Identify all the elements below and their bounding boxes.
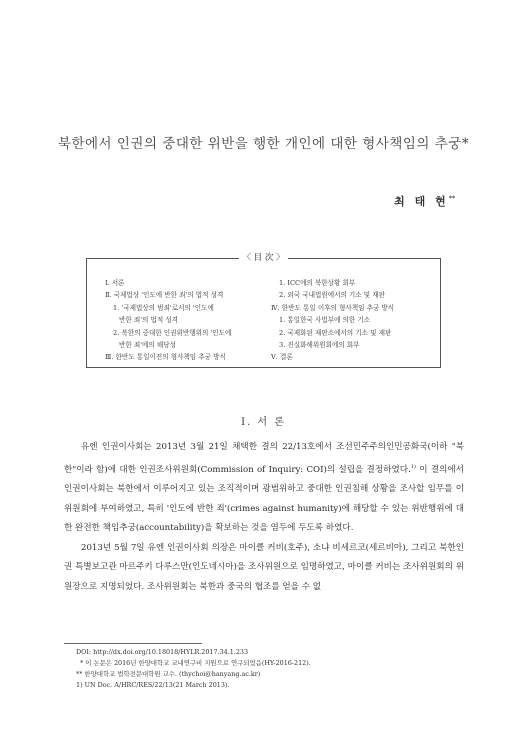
toc-heading: 〈 目 次 〉 [239, 253, 287, 263]
toc-entry: 3. 진실화해위원회에의 회부 [279, 341, 360, 350]
author-name: 최 태 현 [394, 195, 449, 208]
author-line [394, 193, 455, 209]
toc-entry: 2. 국제화된 재판소에서의 기소 및 재판 [279, 328, 392, 337]
footnote-divider [64, 643, 202, 644]
toc-right-column [271, 277, 436, 364]
body-text [64, 438, 464, 598]
toc-entry: 1. 통일한국 사법부에 의한 기소 [279, 316, 371, 325]
toc-entry: 1. '국제법상의 범죄'로서의 '인도에 [113, 303, 214, 312]
doi-line: DOI: http://dx.doi.org/10.18018/HYLR.2017.34.1.233 [76, 648, 249, 656]
paragraph: 2013년 5월 7일 유엔 인권이사회 의장은 마이클 커비(호주), 소냐 비세르코(세르비아), 그리고 북한인권 특별보고관 마르주키 다루스만(인도네시아)을 조사위원으로 임명하였고, 마이클 커비는 조사위원회의 위원장으로 지명되었다. 조사위원회는 북한과 중국의 협조를 얻을 수 없 [64, 542, 464, 593]
author-footnote-mark: ** [448, 195, 455, 203]
footnote: ** 한양대학교 법학전문대학원 교수. (thychoi@hanyang.ac.kr) [76, 670, 261, 678]
toc-entry: 2. 외국 국내법원에서의 기소 및 재판 [279, 291, 385, 300]
toc-entry: Ⅴ. 결론 [271, 353, 293, 362]
paragraph: 유엔 인권이사회는 2013년 3월 21일 채택한 결의 22/13호에서 조선민주주의인민공화국(이하 "북한"이라 함)에 대한 인권조사위원회(Commission of Inquiry: COI)의 설립을 결정하였다.$^{1)}$ 이 결의에서 인권이사회는 북한에서 이루어지고 있는 조직적이며 광범위하고 중대한 인권침해 상황을 조사할 임무를 이 위원회에 부여하였고, 특히 '인도에 반한 죄'(crimes against humanity)에 해당할 수 있는 위반행위에 대한 완전한 책임추궁(accountability)을 확보하는 것을 염두에 두도록 하였다. [64, 442, 464, 534]
footnote: * 이 논문은 2016년 한양대학교 교내연구비 지원으로 연구되었음(HY-2016-212). [80, 659, 311, 667]
footnotes [76, 647, 476, 691]
toc-entry: Ⅰ. 서론 [105, 279, 125, 287]
toc-entry: 2. 북한의 중대한 인권위반행위의 '인도에 [113, 328, 232, 337]
section-heading: Ⅰ. 서 론 [241, 417, 286, 428]
toc-entry: Ⅳ. 한반도 통일 이후의 형사책임 추궁 방식 [271, 303, 395, 312]
paper-title: 북한에서 인권의 중대한 위반을 행한 개인에 대한 형사책임의 추궁* [57, 136, 470, 152]
toc-entry: 반한 죄'의 법적 성격 [119, 316, 179, 325]
footnote: 1) UN Doc. A/HRC/RES/22/13(21 March 2013). [76, 681, 230, 689]
toc-entry: Ⅲ. 한반도 통일이전의 형사책임 추궁 방식 [105, 353, 226, 362]
toc-entry: 반한 죄'에의 해당성 [119, 341, 176, 350]
footnote-ref: 1) [410, 463, 416, 470]
toc-entry: Ⅱ. 국제법상 '인도에 반한 죄'의 법적 성격 [105, 291, 224, 300]
table-of-contents [86, 253, 441, 368]
toc-entry: 1. ICC에의 북한상황 회부 [279, 279, 356, 287]
toc-left-column [105, 277, 275, 364]
